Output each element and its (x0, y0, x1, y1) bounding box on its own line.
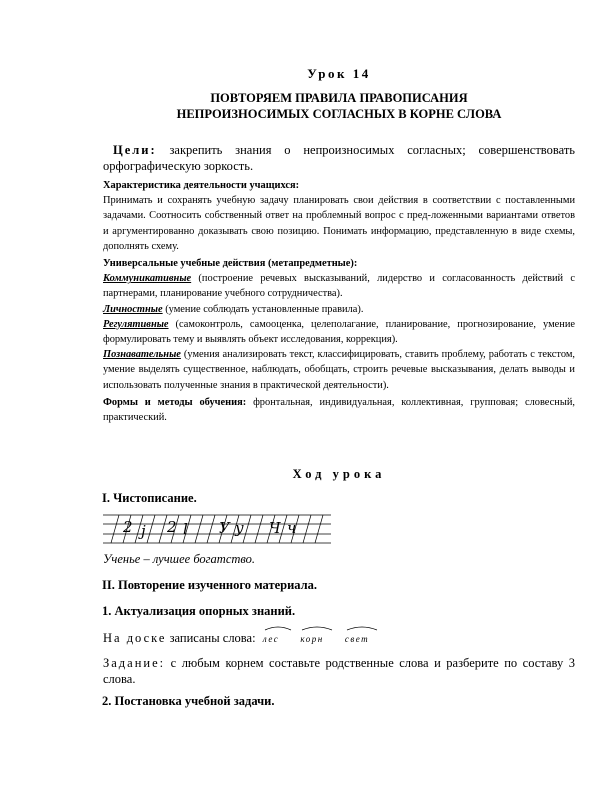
handwriting-lines (101, 512, 333, 546)
title-line-1: ПОВТОРЯЕМ ПРАВИЛА ПРАВОПИСАНИЯ (210, 91, 468, 105)
personal-paragraph (103, 302, 575, 317)
goals-paragraph (103, 142, 575, 174)
regulatory-label: Регулятивные (103, 318, 169, 330)
board-word-1 (263, 627, 280, 647)
hw-letter-8: ч (287, 519, 297, 538)
cognitive-paragraph (103, 347, 575, 393)
board-line (103, 627, 575, 647)
hw-letter-1: 2 (123, 518, 133, 537)
board-word-3-text: свет (344, 634, 370, 645)
section-2-heading: II. Повторение изученного материала. (102, 578, 318, 593)
lesson-number: Урок 14 (307, 66, 371, 81)
hw-letter-6: у (235, 519, 244, 538)
regulatory-paragraph (103, 317, 575, 347)
board-word-2 (300, 627, 323, 647)
hw-letter-7: Ч (269, 519, 281, 538)
goals-label: Цели: (113, 143, 157, 157)
forms-text: фронтальная, индивидуальная, коллективная, групповая; словесный, практический. (103, 396, 575, 424)
forms-paragraph (103, 395, 575, 425)
section-1-heading: I. Чистописание. (102, 491, 197, 506)
proverb: Ученье – лучшее богатство. (103, 552, 256, 567)
hw-letter-4: l (183, 520, 188, 539)
uud-heading: Универсальные учебные действия (метапредметные): (103, 258, 358, 270)
board-text: записаны слова: (166, 631, 256, 646)
regulatory-text: (самоконтроль, самооценка, целеполагание, планирование, прогнозирование, умение формулировать тему и выявлять объект исследования, коррекция). (103, 318, 575, 346)
board-label: На доске (103, 631, 167, 646)
subsection-2-heading: 2. Постановка учебной задачи. (102, 694, 275, 709)
communicative-paragraph (103, 271, 575, 301)
goals-text: закрепить знания о непроизносимых согласных; совершенствовать орфографическую зоркость. (103, 143, 575, 173)
board-word-2-text: корн (300, 634, 324, 645)
cognitive-text: (умения анализировать текст, классифицировать, ставить проблему, работать с текстом, умение выделять существенное, наблюдать, обобщать, строить речевые высказывания, делать выводы и использовать полученные знания в практической деятельности). (103, 349, 575, 391)
hw-letter-5: У (219, 519, 230, 538)
forms-label: Формы и методы обучения: (103, 396, 247, 408)
title-line-2: НЕПРОИЗНОСИМЫХ СОГЛАСНЫХ В КОРНЕ СЛОВА (176, 107, 502, 121)
activity-text: Принимать и сохранять учебную задачу планировать свои действия в соответствии с поставленными задачами. Соотносить собственный ответ на проблемный вопрос с пред-ложенными вариантами ответов и аргументированно доказывать свою позицию. Понимать информацию, представленную в виде схемы, дополнять схему. (103, 195, 575, 252)
cognitive-label: Познавательные (103, 349, 181, 361)
activity-heading: Характеристика деятельности учащихся: (103, 180, 300, 191)
course-title: Ход урока (292, 467, 386, 482)
handwriting-strip (101, 512, 333, 546)
task-text: с любым корнем составьте родственные слова и разберите по составу 3 слова. (103, 656, 575, 687)
task-paragraph (103, 655, 575, 687)
hw-letter-3: 2 (167, 518, 177, 537)
root-arc-1 (263, 625, 293, 631)
board-word-3 (345, 627, 369, 647)
hw-letter-2: j (141, 522, 146, 541)
subsection-1-heading: 1. Актуализация опорных знаний. (102, 604, 296, 619)
root-arc-3 (345, 625, 379, 631)
document-page (103, 66, 575, 709)
communicative-label: Коммуникативные (103, 273, 192, 285)
board-word-1-text: лес (262, 634, 280, 645)
task-label: Задание: (103, 656, 166, 671)
personal-text: (умение соблюдать установленные правила). (162, 303, 364, 315)
communicative-text: (построение речевых высказываний, лидерство и согласованность действий с партнерами, планирование учебного сотрудничества). (103, 273, 575, 300)
personal-label: Личностные (103, 303, 163, 315)
root-arc-2 (300, 625, 334, 631)
